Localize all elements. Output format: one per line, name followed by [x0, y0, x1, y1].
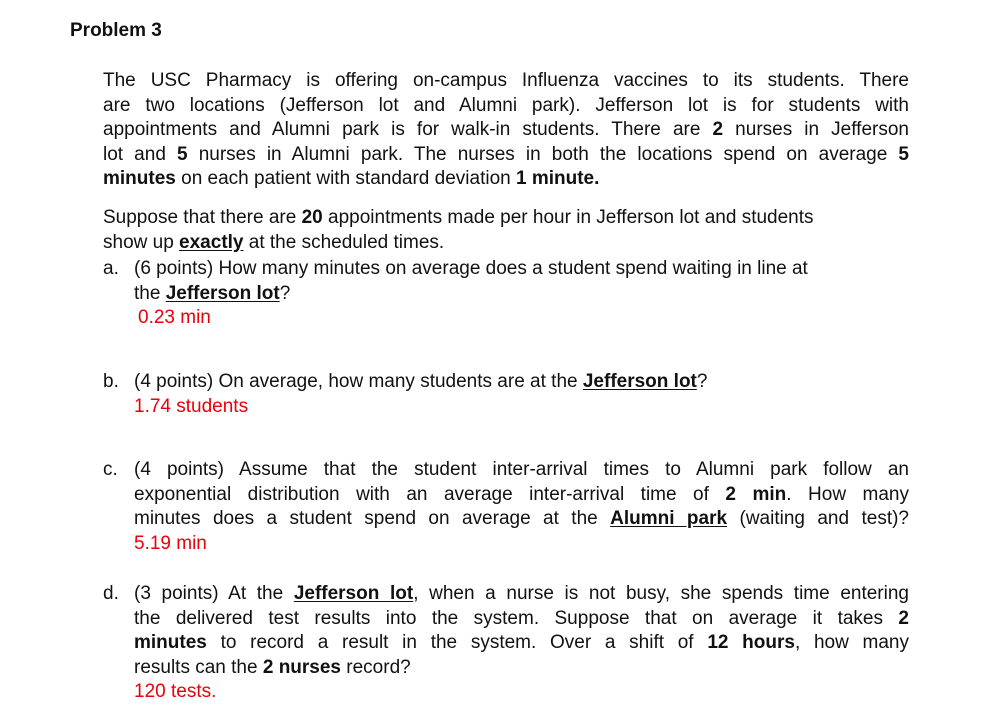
question-d-line-1: (3 points) At the Jefferson lot, when a nurse is not busy, she spends time entering: [134, 583, 909, 604]
intro-line-1: The USC Pharmacy is offering on-campus Influenza vaccines to its students. There: [103, 70, 909, 91]
question-d-line-3: minutes to record a result in the system. Over a shift of 12 hours, how many: [134, 632, 909, 653]
question-c: [103, 458, 909, 556]
question-a-letter: a.: [103, 258, 119, 279]
intro-line-4: lot and 5 nurses in Alumni park. The nurses in both the locations spend on average 5: [103, 143, 909, 165]
problem-title: Problem 3: [70, 20, 162, 41]
question-a: [103, 257, 909, 331]
question-d-answer: 120 tests.: [134, 681, 217, 702]
question-c-line-2: exponential distribution with an average inter-arrival time of 2 min. How many: [134, 483, 909, 505]
question-c-letter: c.: [103, 459, 118, 480]
question-a-line-1: (6 points) How many minutes on average does a student spend waiting in line at: [134, 258, 808, 279]
intro-paragraph: [103, 69, 909, 192]
question-b-letter: b.: [103, 371, 119, 392]
setup-line-2: show up exactly at the scheduled times.: [103, 231, 445, 253]
question-a-line-2: the Jefferson lot?: [134, 282, 291, 304]
question-d-line-2: the delivered test results into the system. Suppose that on average it takes 2: [134, 607, 909, 629]
intro-line-5: minutes on each patient with standard deviation 1 minute.: [103, 168, 600, 189]
question-b-answer: 1.74 students: [134, 395, 249, 417]
question-c-answer: 5.19 min: [134, 532, 207, 554]
intro-line-3: appointments and Alumni park is for walk-in students. There are 2 nurses in Jefferson: [103, 119, 909, 140]
intro-line-2: are two locations (Jefferson lot and Alumni park). Jefferson lot is for students with: [103, 94, 909, 116]
question-c-line-3: minutes does a student spend on average at the Alumni park (waiting and test)?: [134, 508, 909, 529]
question-d-letter: d.: [103, 583, 119, 604]
setup-line-1: Suppose that there are 20 appointments made per hour in Jefferson lot and students: [103, 207, 814, 228]
setup-paragraph: [103, 206, 909, 255]
question-a-answer: 0.23 min: [138, 307, 211, 328]
question-b: [103, 370, 909, 419]
question-c-line-1: (4 points) Assume that the student inter-arrival times to Alumni park follow an: [134, 459, 909, 480]
question-d: [103, 582, 909, 705]
question-b-line-1: (4 points) On average, how many students are at the Jefferson lot?: [134, 371, 708, 392]
question-d-line-4: results can the 2 nurses record?: [134, 656, 411, 678]
